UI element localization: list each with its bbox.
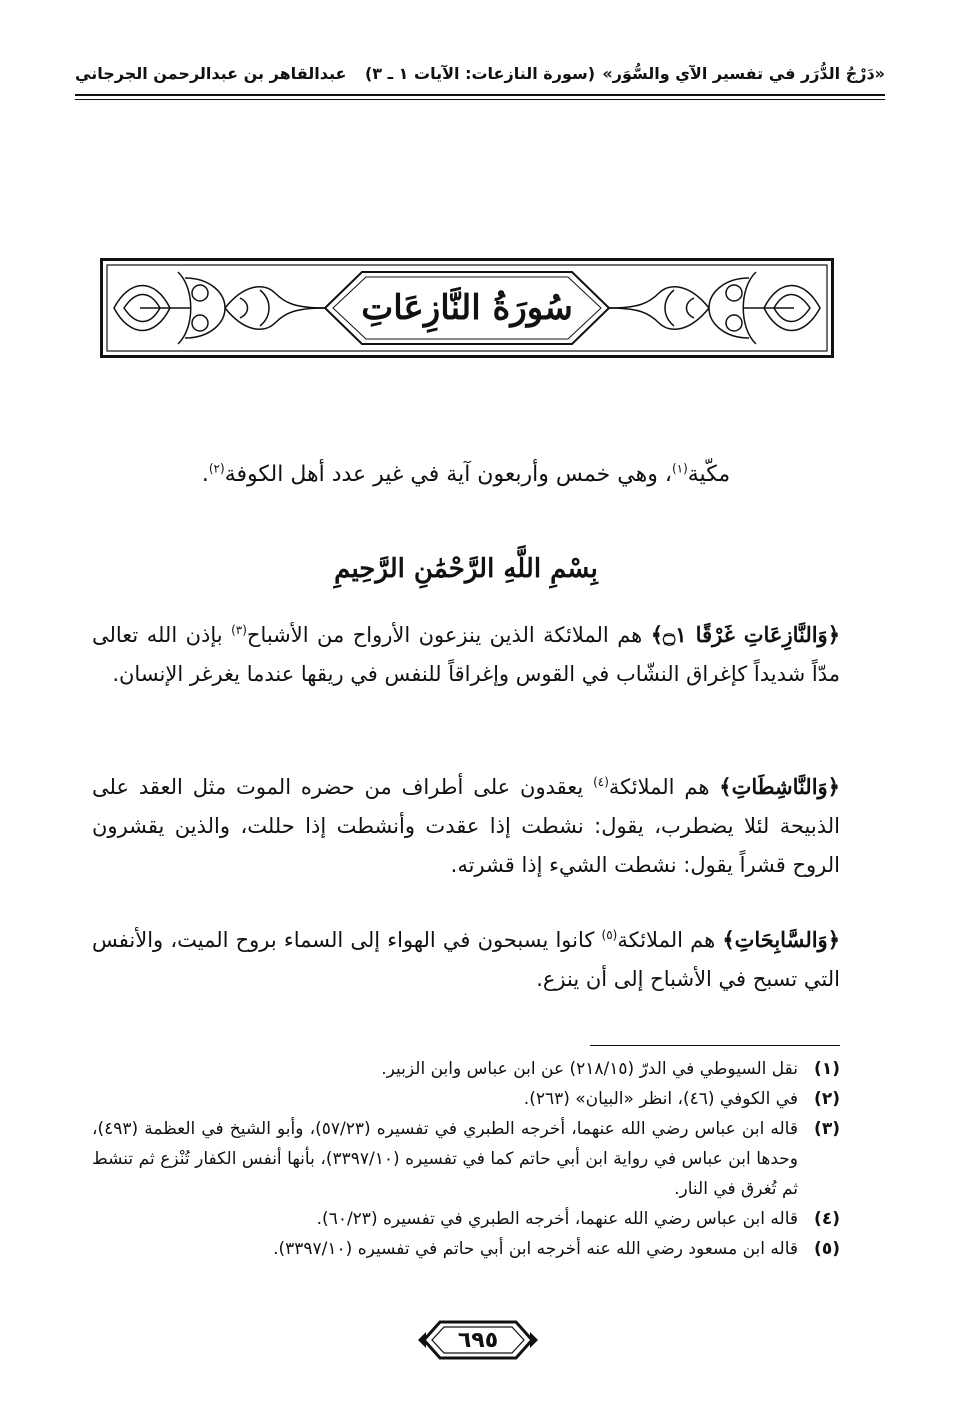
- footnote-number: (١): [814, 1059, 840, 1079]
- verse-quote: ﴿وَالنَّازِعَاتِ غَرْقًا ۝١﴾: [650, 622, 841, 647]
- header-rule-thick: [75, 94, 885, 96]
- footnote-ref-2: (٢): [208, 461, 225, 476]
- intro-part2: ، وهي خمس وأربعون آية في غير عدد أهل الكوفة: [224, 462, 672, 487]
- paragraph-1: [92, 615, 840, 694]
- paragraph-3: [92, 920, 840, 999]
- footnote-ref-3: (٣): [231, 623, 247, 637]
- footnote: [92, 1234, 840, 1264]
- footnote-text: في الكوفي (٤٦)، انظر «البيان» (٢٦٣).: [523, 1089, 798, 1109]
- page-number: ٦٩٥: [457, 1327, 499, 1353]
- verse-quote: ﴿وَالنَّاشِطَاتِ﴾: [719, 774, 840, 799]
- footnote-ref-4: (٤): [593, 775, 609, 789]
- footnote-text: قاله ابن عباس رضي الله عنهما، أخرجه الطبري في تفسيره (٦٠/٢٣).: [316, 1209, 798, 1229]
- footnotes: [92, 1054, 840, 1264]
- footnote-separator: [590, 1045, 840, 1046]
- paragraph-text: هم الملائكة: [617, 928, 723, 952]
- page-number-badge: [418, 1316, 538, 1364]
- verse-quote: ﴿وَالسَّابِحَاتِ﴾: [722, 927, 840, 952]
- basmala: بِسْمِ اللَّهِ الرَّحْمَٰنِ الرَّحِيمِ: [334, 554, 598, 584]
- footnote-number: (٥): [814, 1239, 840, 1259]
- running-header: [75, 60, 885, 90]
- paragraph-text: هم الملائكة: [608, 775, 720, 799]
- paragraph-2: [92, 767, 840, 885]
- footnote-number: (٤): [814, 1209, 840, 1229]
- header-rule-thin: [75, 99, 885, 100]
- footnote-text: قاله ابن عباس رضي الله عنهما، أخرجه الطبري في تفسيره (٥٧/٢٣)، وأبو الشيخ في العظمة (٤٩٣)، وحدها ابن عباس في رواية ابن أبي حاتم كما في تفسيره (٣٣٩٧/١٠)، بأنها أنفس الكفار تُنْزع ثم تنشط ثم تُغرق في النار.: [92, 1119, 798, 1199]
- header-author: عبدالقاهر بن عبدالرحمن الجرجاني: [75, 64, 347, 83]
- surah-intro: [92, 455, 840, 494]
- footnote: [92, 1204, 840, 1234]
- intro-part1: مكّية: [687, 462, 731, 487]
- paragraph-text: هم الملائكة الذين ينزعون الأرواح من الأشباح: [246, 623, 651, 647]
- footnote: [92, 1114, 840, 1204]
- footnote: [92, 1054, 840, 1084]
- surah-title: سُورَةُ النَّازِعَاتِ: [361, 288, 573, 328]
- footnote-number: (٣): [814, 1119, 840, 1139]
- surah-title-banner: [100, 258, 834, 358]
- header-book-title: «دَرْجُ الدُّرَر في تفسير الآي والسُّوَر»: [602, 64, 885, 83]
- paragraph-text: بإذن الله تعالى مدّاً شديداً كإغراق النشّاب في القوس وإغراقاً للنفس في ريقها عندما يغرغر الإنسان.: [92, 623, 840, 686]
- footnote-ref-5: (٥): [601, 928, 618, 942]
- intro-part3: .: [201, 462, 209, 487]
- header-section: (سورة النازعات: الآيات ١ ـ ٣): [364, 64, 596, 83]
- footnote: [92, 1084, 840, 1114]
- footnote-text: قاله ابن مسعود رضي الله عنه أخرجه ابن أبي حاتم في تفسيره (٣٣٩٧/١٠).: [273, 1239, 798, 1259]
- footnote-text: نقل السيوطي في الدرّ (٢١٨/١٥) عن ابن عباس وابن الزبير.: [381, 1059, 798, 1079]
- footnote-ref-1: (١): [671, 461, 688, 476]
- paragraph-text: يعقدون على أطراف من حضره الموت مثل العقد على الذبيحة لئلا يضطرب، يقول: نشطت إذا عقدت وأنشطت إذا حللت، والذين يقشرون الروح قشراً يقول: نشطت الشيء إذا قشرته.: [92, 775, 840, 877]
- paragraph-text: كانوا يسبحون في الهواء إلى السماء بروح الميت، والأنفس التي تسبح في الأشباح إلى أن ينزع.: [92, 928, 840, 991]
- footnote-number: (٢): [814, 1089, 840, 1109]
